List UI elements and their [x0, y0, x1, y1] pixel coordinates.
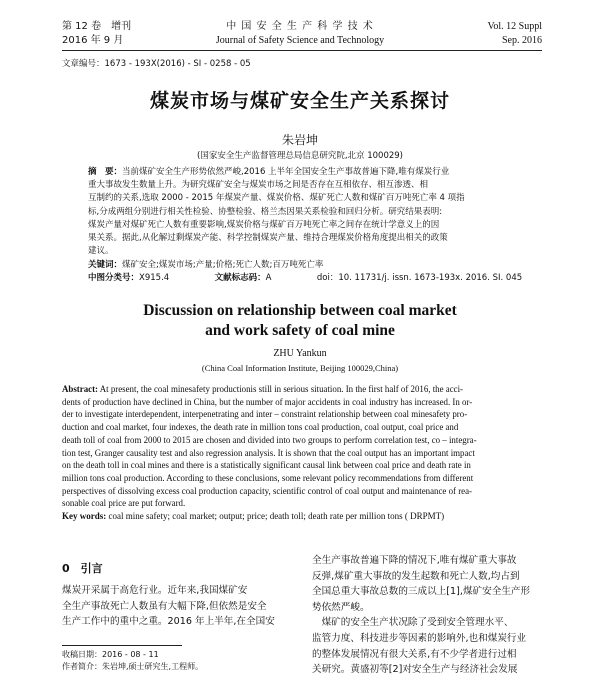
- keywords-cn-text: 煤矿安全;煤炭市场;产量;价格;死亡人数;百万吨死亡率: [122, 260, 324, 270]
- body-right-line: 反弹,煤矿重大事故的发生起数和死亡人数,均占到: [312, 570, 520, 582]
- keywords-en-label: Key words:: [62, 511, 107, 521]
- abstract-cn-line: 标,分成两组分别进行相关性检验、协整检验、格兰杰因果关系检验和回归分析。研究结果表明:: [88, 206, 443, 217]
- footnote-rule: [62, 645, 182, 646]
- abstract-en-line: on the death toll in coal mines and there is a statistically significant causal link between coal price and death rate in: [62, 460, 471, 471]
- doi-label: doi：: [316, 273, 339, 283]
- abstract-cn-text: 当前煤矿安全生产形势依然严峻,2016 上半年全国安全生产事故普遍下降,唯有煤炭行业: [122, 167, 450, 177]
- abstract-en-line: million tons coal production. According to these conclusions, some relevant policy recommendations from different: [62, 472, 474, 483]
- abstract-en-line: sonable coal price are put forward.: [62, 498, 186, 509]
- body-right-line: 全国总重大事故总数的三成以上[1],煤矿安全生产形: [312, 586, 531, 598]
- abstract-cn-line: 煤炭产量对煤矿死亡人数有重要影响,煤炭价格与煤矿百万吨死亡率之间存在统计学意义上的因: [88, 219, 440, 230]
- keywords-cn: [88, 259, 520, 272]
- header-volume-cn: 第 12 卷 增刊: [62, 21, 132, 32]
- body-right-column: [312, 553, 544, 678]
- footnote-received: 收稿日期：2016 - 08 - 11: [62, 650, 159, 659]
- section-number: 0: [62, 562, 70, 575]
- abstract-cn-line: 重大事故发生数量上升。为研究煤矿安全与煤炭市场之间是否存在互相依存、相互渗透、相: [88, 180, 429, 191]
- article-number: 文章编号：1673 - 193X(2016) - SI - 0258 - 05: [62, 59, 251, 69]
- abstract-cn-label: 摘 要：: [88, 167, 123, 177]
- abstract-cn-line: 果关系。据此,从化解过剩煤炭产能、科学控制煤炭产量、维持合理煤炭价格角度提出相关的政策: [88, 233, 448, 244]
- body-left-column: [62, 583, 298, 630]
- header-rule: [62, 50, 542, 51]
- keywords-cn-label: 关键词：: [88, 260, 123, 270]
- header-journal-en: Journal of Safety Science and Technology: [215, 35, 385, 46]
- body-right-line: 全生产事故普遍下降的情况下,唯有煤矿重大事故: [312, 555, 517, 566]
- body-right-line: 关研究。黄盛初等[2]对安全生产与经济社会发展: [312, 664, 518, 676]
- doc-code-label: 文献标志码：: [214, 273, 266, 283]
- abstract-cn-line: 互制约的关系,选取 2000 - 2015 年煤炭产量、煤炭价格、煤矿死亡人数和煤矿百万吨死亡率 4 项指: [88, 193, 465, 204]
- affiliation-en: (China Coal Information Institute, Beijing 100029,China): [201, 363, 399, 373]
- title-en-line1: Discussion on relationship between coal market: [143, 302, 457, 319]
- header-date-en: Sep. 2016: [502, 35, 542, 46]
- doc-code-value: A: [265, 273, 272, 283]
- body-left-line: 全生产事故死亡人数虽有大幅下降,但依然是安全: [62, 600, 267, 612]
- header-date-cn: 2016 年 9 月: [62, 35, 124, 46]
- footnote-author-info: 作者简介：朱岩坤,硕士研究生,工程师。: [62, 662, 204, 671]
- clc-label: 中图分类号：: [88, 273, 140, 283]
- footnote: [62, 649, 203, 673]
- abstract-cn-line: [88, 166, 520, 179]
- abstract-en-line: death toll of coal from 2000 to 2015 are chosen and divided into two groups to perform correlation test, co – integra-: [62, 434, 477, 445]
- section-heading: [62, 560, 103, 576]
- body-right-line: 煤矿的安全生产状况除了受到安全管理水平、: [312, 617, 514, 629]
- keywords-en-text: coal mine safety; coal market; output; price; death toll; death rate per million tons ( DRPMT): [108, 511, 445, 521]
- body-right-line: 监管力度、科技进步等因素的影响外,也和煤炭行业: [312, 632, 527, 644]
- abstract-en-line: duction and coal market, four indexes, the death rate in million tons coal production, coal output, coal price and: [62, 422, 459, 433]
- abstract-en-line: tion test, Granger causality test and also regression analysis. It is shown that the coal output has an important impact: [62, 447, 475, 458]
- abstract-en-label: Abstract:: [62, 384, 98, 394]
- author-cn: 朱岩坤: [281, 133, 318, 147]
- classification-line: [88, 272, 528, 285]
- abstract-en-line: [62, 383, 540, 396]
- author-en: ZHU Yankun: [273, 348, 327, 359]
- header-journal-cn: 中 国 安 全 生 产 科 学 技 术: [226, 21, 374, 32]
- keywords-en: [62, 510, 540, 522]
- clc-value: X915.4: [139, 273, 170, 283]
- abstract-en-text: At present, the coal minesafety productionis still in serious situation. In the first half of 2016, the acci-: [99, 384, 464, 394]
- body-left-line: 煤炭开采属于高危行业。近年来,我国煤矿安: [62, 585, 248, 596]
- body-right-line: 的整体发展情况有很大关系,有不少学者进行过相: [312, 648, 517, 660]
- abstract-en-line: dents of production have declined in China, but the number of major accidents in coal industry has increased. In or-: [62, 396, 473, 407]
- section-title: 引言: [80, 562, 103, 575]
- doi-value: 10. 11731/j. issn. 1673-193x. 2016. SI. 045: [338, 273, 523, 283]
- abstract-en-line: perspectives of dissolving excess coal production capacity, scientific control of coal output and maintenance of rea-: [62, 485, 472, 496]
- abstract-en: [62, 383, 540, 510]
- title-en-line2: and work safety of coal mine: [205, 322, 395, 339]
- title-en: [0, 301, 600, 341]
- abstract-cn: [88, 166, 520, 258]
- title-cn: 煤炭市场与煤矿安全生产关系探讨: [149, 90, 450, 112]
- abstract-en-line: der to investigate interdependent, interpenetrating and inter – constraint relationship between coal minesafety pro-: [62, 409, 468, 420]
- abstract-cn-line: 建议。: [88, 246, 114, 257]
- affiliation-cn: (国家安全生产监督管理总局信息研究院,北京 100029): [197, 151, 403, 161]
- body-left-line: 生产工作中的重中之重。2016 年上半年,在全国安: [62, 616, 275, 627]
- header-volume-en: Vol. 12 Suppl: [487, 21, 542, 32]
- body-right-line: 势依然严峻。: [312, 601, 370, 613]
